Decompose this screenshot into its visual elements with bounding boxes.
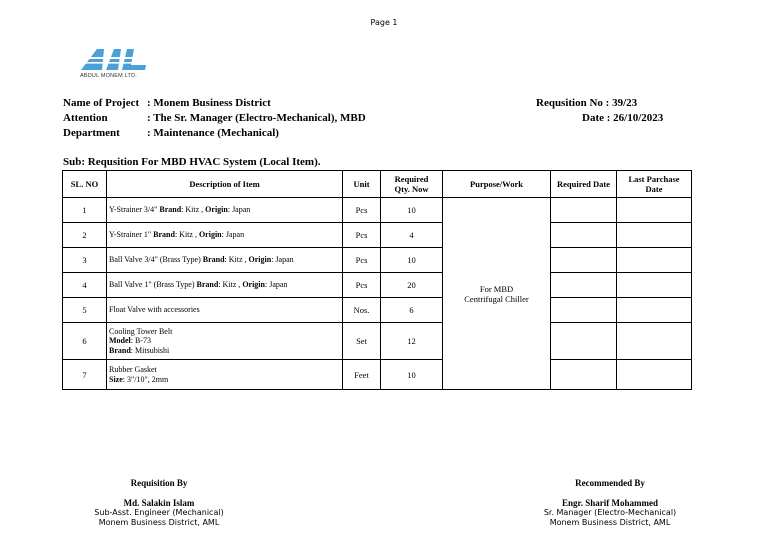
page-number: Page 1 [370,18,398,27]
requisition-date: Date : 26/10/2023 [582,112,664,124]
item-description: Ball Valve 1" (Brass Type) Brand: Kitz , Origin: Japan [107,273,343,298]
table-row: 5 Float Valve with accessories Nos. 6 [63,298,692,323]
subject-line: Sub: Requsition For MBD HVAC System (Local Item). [63,156,321,168]
recommended-by-org: Monem Business District, AML [549,518,671,527]
recommended-by-block [510,478,710,528]
recommended-by-title: Recommended By [575,478,645,488]
header-left [63,96,366,141]
table-row: 1 Y-Strainer 3/4" Brand: Kitz , Origin: Japan Pcs 10 For MBD Centrifugal Chiller [63,198,692,223]
table-row: 6 Cooling Tower Belt Model: B-73 Brand: Mitsubishi Set 12 [63,323,692,360]
table-row: 2 Y-Strainer 1" Brand: Kitz , Origin: Japan Pcs 4 [63,223,692,248]
requisition-by-org: Monem Business District, AML [98,518,220,527]
recommended-by-designation: Sr. Manager (Electro-Mechanical) [543,508,677,517]
requisition-by-block [64,478,254,528]
col-unit: Unit [343,171,381,198]
col-sl: SL. NO [63,171,107,198]
item-description: Rubber Gasket Size: 3"/10", 2mm [107,360,343,390]
item-description: Cooling Tower Belt Model: B-73 Brand: Mitsubishi [107,323,343,360]
requisition-by-designation: Sub-Asst. Engineer (Mechanical) [94,508,224,517]
purpose-cell: For MBD Centrifugal Chiller [443,198,551,390]
col-last-purchase: Last Parchase Date [617,171,692,198]
attention-value: : The Sr. Manager (Electro-Mechanical), MBD [147,112,366,124]
item-description: Ball Valve 3/4" (Brass Type) Brand: Kitz , Origin: Japan [107,248,343,273]
col-purpose: Purpose/Work [443,171,551,198]
table-row: 3 Ball Valve 3/4" (Brass Type) Brand: Kitz , Origin: Japan Pcs 10 [63,248,692,273]
table-row: 7 Rubber Gasket Size: 3"/10", 2mm Feet 10 [63,360,692,390]
item-description: Float Valve with accessories [107,298,343,323]
project-label: Name of Project [63,97,140,109]
table-row: 4 Ball Valve 1" (Brass Type) Brand: Kitz , Origin: Japan Pcs 20 [63,273,692,298]
project-value: : Monem Business District [147,97,271,109]
requisition-number: Requsition No : 39/23 [536,97,638,109]
items-table [62,170,692,390]
recommended-by-name: Engr. Sharif Mohammed [562,498,658,508]
department-value: : Maintenance (Mechanical) [147,127,279,139]
requisition-by-name: Md. Salakin Islam [123,498,195,508]
item-description: Y-Strainer 1" Brand: Kitz , Origin: Japan [107,223,343,248]
item-description: Y-Strainer 3/4" Brand: Kitz , Origin: Japan [107,198,343,223]
table-header-row [63,171,692,198]
col-required-date: Required Date [551,171,617,198]
company-name: ABDUL MONEM LTD. [80,73,137,79]
attention-label: Attention [63,112,108,124]
requisition-by-title: Requisition By [130,478,188,488]
col-description: Description of Item [107,171,343,198]
department-label: Department [63,127,120,139]
col-qty: Required Qty. Now [381,171,443,198]
